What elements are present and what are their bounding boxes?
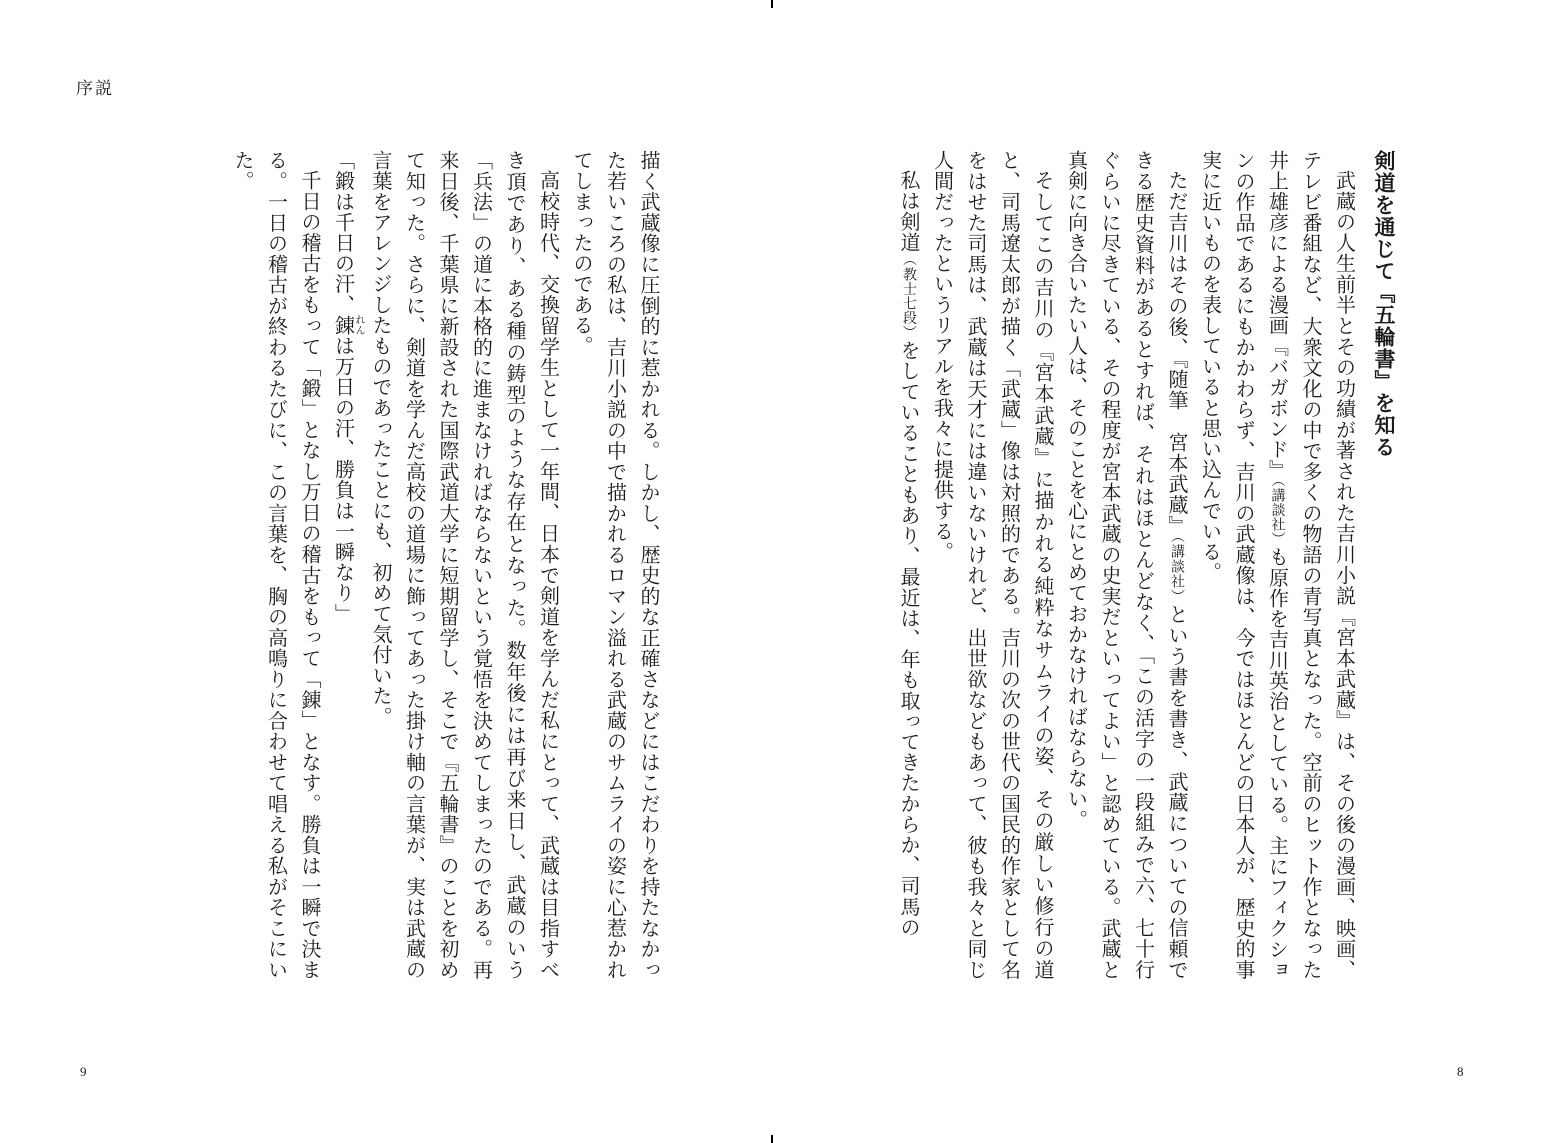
- paragraph: [892, 150, 926, 980]
- paragraph: 描く武蔵像に圧倒的に惹かれる。しかし、歴史的な正確さなどにはこだわりを持たなかった若いころの私は、吉川小説の中で描かれるロマン溢れる武蔵のサムライの姿に心惹かれてしまったのである。: [570, 150, 661, 980]
- page-number-right: 8: [1457, 1064, 1464, 1079]
- text-run: 「鍛は千日の汗、: [331, 150, 356, 315]
- text-run: をしていることもあり、最近は、年も取ってきたからか、司馬の: [897, 340, 921, 938]
- page-9-body: [185, 150, 665, 980]
- paragraph: [1193, 150, 1361, 980]
- text-run: も原作を吉川英治としている。主にフィクションの作品であるにもかかわらず、吉川の武蔵像は、今ではほとんどの日本人が、歴史的事実に近いものを表していると思い込んでいる。: [1198, 150, 1290, 980]
- text-run: 武蔵の人生前半とその功績が著された吉川小説『宮本武蔵』は、その後の漫画、映画、テレビ番組など、大衆文化の中で多くの物語の青写真となった。空前のヒット作となった井上雄彦による漫画『バガボンド』: [1265, 150, 1357, 980]
- crop-mark-top: [771, 0, 773, 8]
- crop-mark-bottom: [771, 1135, 773, 1143]
- publisher-note: （講談社）: [1169, 536, 1185, 604]
- paragraph: 千日の稽古をもって「鍛」となし万日の稽古をもって「錬」となす。勝負は一瞬で決まる。一日の稽古が終わるたびに、この言葉を、胸の高鳴りに合わせて唱える私がそこにいた。: [231, 150, 322, 980]
- text-run: ただ吉川はその後、『随筆 宮本武蔵』: [1165, 170, 1189, 537]
- page-8-body: [880, 150, 1400, 980]
- text-run: という書を書き、武蔵についての信頼できる歴史資料があるとすれば、それはほとんどなく、「この活字の一段組みで六、七十行ぐらいに尽きている、その程度が宮本武蔵の史実だといってよい」と認めている。武蔵と真剣に向き合いたい人は、そのことを心にとめておかなければならない。: [1064, 150, 1189, 980]
- ruby-base: 錬: [331, 314, 356, 336]
- ruby-ren: [331, 314, 364, 336]
- rank-note: （教士七段）: [901, 252, 917, 341]
- ruby-text: れん: [353, 314, 364, 336]
- running-head: 序説: [76, 79, 114, 99]
- publisher-note: （講談社）: [1269, 480, 1286, 547]
- page-number-left: 9: [80, 1064, 87, 1079]
- text-run: は万日の汗、勝負は一瞬なり」: [331, 335, 356, 624]
- section-heading: 剣道を通じて『五輪書』を知る: [1372, 150, 1396, 458]
- paragraph: そしてこの吉川の『宮本武蔵』に描かれる純粋なサムライの姿、その厳しい修行の道と、司馬遼太郎が描く「武蔵」像は対照的である。吉川の次の世代の国民的作家として名をはせた司馬は、武蔵は天才には違いないけれど、出世欲などもあって、彼も我々と同じ人間だったというリアルを我々に提供する。: [930, 150, 1055, 980]
- paragraph: 高校時代、交換留学生として一年間、日本で剣道を学んだ私にとって、武蔵は目指すべき頂であり、ある種の鋳型のような存在となった。数年後には再び来日し、武蔵のいう「兵法」の道に本格的に進まなければならないという覚悟を決めてしまったのである。再来日後、千葉県に新設された国際武道大学に短期留学し、そこで『五輪書』のことを初めて知った。さらに、剣道を学んだ高校の道場に飾ってあった掛け軸の言葉が、実は武蔵の言葉をアレンジしたものであったことにも、初めて気付いた。: [369, 150, 561, 980]
- text-run: 私は剣道: [897, 170, 921, 253]
- paragraph: [1059, 150, 1193, 980]
- quote: [326, 150, 364, 980]
